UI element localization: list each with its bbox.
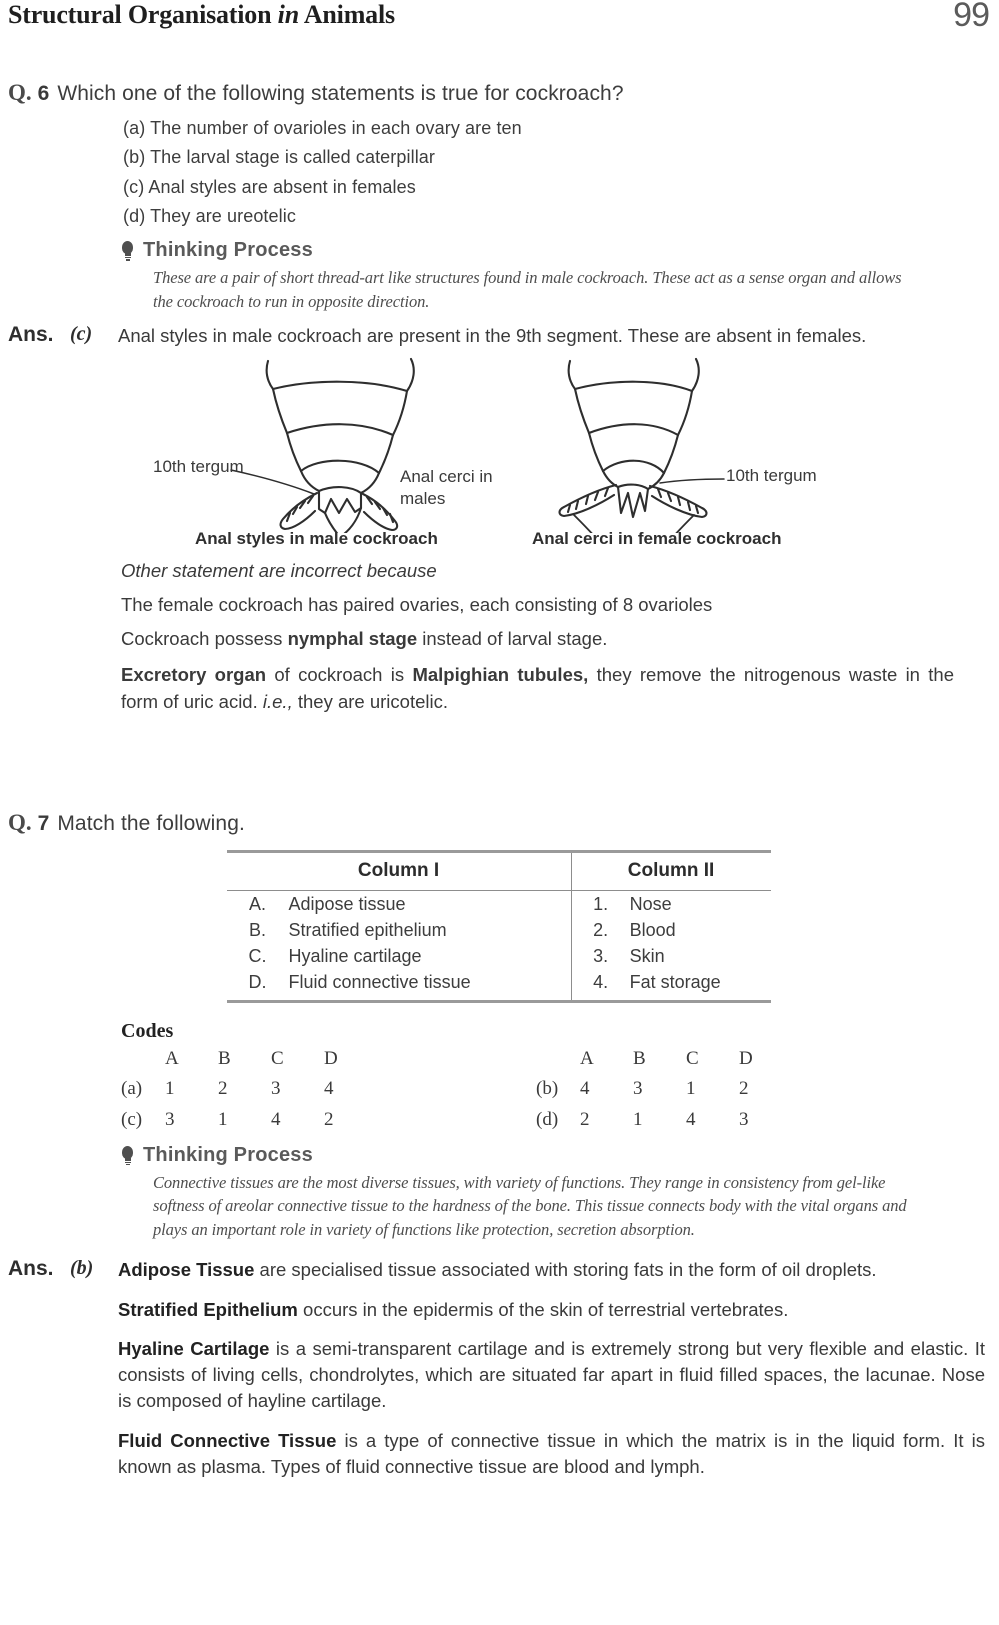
explanation-point-3 [121, 662, 954, 715]
codes-option-a-val-d: 4 [324, 1078, 334, 1099]
codes-header-c: C [686, 1047, 699, 1069]
point-2-pre: Cockroach possess [121, 628, 288, 650]
option-d[interactable]: (d) They are ureotelic [123, 205, 296, 226]
codes-option-c-val-d: 2 [324, 1108, 334, 1130]
thinking-process-title: Thinking Process [143, 239, 313, 262]
answer-key: (c) [70, 323, 93, 346]
codes-option-a-val-c: 3 [271, 1078, 281, 1099]
column-header-2: Column II [571, 853, 770, 891]
explanation-point-1: The female cockroach has paired ovaries, each consisting of 8 ovarioles [121, 594, 713, 616]
codes-header-b: B [218, 1047, 231, 1069]
table-header-row [227, 853, 771, 891]
col1-index: A. [248, 893, 266, 914]
col2-text: Blood [629, 919, 676, 940]
codes-option-c-val-b: 1 [218, 1108, 228, 1130]
codes-option-b[interactable] [536, 1075, 951, 1104]
option-c[interactable]: (c) Anal styles are absent in females [123, 176, 416, 197]
codes-option-b-val-c: 1 [686, 1078, 696, 1099]
codes-option-c-val-a: 3 [165, 1108, 175, 1130]
codes-option-a[interactable] [121, 1075, 536, 1104]
answer-7-para-2 [118, 1297, 985, 1323]
left-figure-cerci-label [400, 466, 493, 509]
col1-index: D. [248, 971, 267, 992]
thinking-process-title: Thinking Process [143, 1144, 313, 1166]
thinking-process-heading-q7 [121, 1144, 989, 1167]
left-figure-cerci-label-line1: Anal cerci in [400, 467, 493, 487]
col1-index: B. [248, 919, 266, 940]
question-label: Q. [8, 80, 32, 105]
answer-7-key: (b) [70, 1257, 94, 1280]
table-row [227, 943, 771, 969]
codes-option-a-val-b: 2 [218, 1078, 228, 1099]
column-header-1: Column I [227, 853, 572, 891]
answer-7-para-2-rest: occurs in the epidermis of the skin of terrestrial vertebrates. [297, 1298, 789, 1320]
col2-index: 2. [571, 917, 630, 943]
question-7-label: Q. [8, 810, 32, 835]
codes-header-a: A [580, 1047, 594, 1069]
table-row [227, 891, 771, 918]
col2-text: Fat storage [629, 971, 721, 992]
codes-header-a: A [165, 1047, 179, 1069]
col1-text: Hyaline cartilage [288, 945, 422, 966]
page-title [8, 0, 395, 30]
lightbulb-icon [121, 1146, 134, 1166]
codes-option-d-val-b: 1 [633, 1108, 643, 1130]
codes-option-d-val-d: 3 [739, 1108, 749, 1130]
explanation-point-2 [121, 628, 954, 650]
codes-option-d-tag: (d) [536, 1108, 559, 1130]
answer-7-para-3 [118, 1336, 985, 1415]
answer-7-para-3-rest: is a semi-transparent cartilage and is extremely strong but very flexible and elastic. It consists of living cells, chondrolytes, which are situated far apart in fluid filled spaces, the lacunae. Nose is composed of hayline cartilage. [118, 1337, 985, 1412]
codes-option-b-val-b: 3 [633, 1078, 643, 1099]
col2-index: 1. [571, 891, 630, 918]
question-7-number: 7 [37, 812, 50, 835]
left-figure-cerci-label-line2: males [400, 488, 446, 508]
question-6-block [8, 80, 989, 715]
codes-option-c-val-c: 4 [271, 1108, 281, 1130]
codes-section [121, 1020, 989, 1135]
answer-6-row [8, 323, 989, 349]
point-3-end: they are uricotelic. [292, 690, 448, 712]
answer-7-para-4-bold: Fluid Connective Tissue [118, 1429, 337, 1451]
codes-option-row-2 [121, 1106, 989, 1135]
question-7-block [8, 810, 989, 1480]
page-header [8, 0, 989, 40]
question-6-options [123, 114, 989, 231]
female-cockroach-diagram [528, 353, 848, 533]
codes-option-b-tag: (b) [536, 1078, 559, 1099]
match-the-following-table [227, 850, 771, 1010]
answer-7-body [118, 1257, 989, 1480]
col2-text: Skin [629, 945, 665, 966]
option-b[interactable]: (b) The larval stage is called caterpillar [123, 147, 436, 168]
codes-option-c-tag: (c) [121, 1108, 143, 1130]
left-figure-caption: Anal styles in male cockroach [195, 529, 438, 549]
codes-option-a-val-a: 1 [165, 1078, 175, 1099]
right-figure-caption: Anal cerci in female cockroach [532, 529, 782, 549]
table-row [227, 969, 771, 1001]
option-a[interactable]: (a) The number of ovarioles in each ovary are ten [123, 118, 522, 138]
point-3-italic: i.e., [262, 690, 293, 712]
codes-option-b-val-a: 4 [580, 1078, 590, 1099]
other-statements-heading: Other statement are incorrect because [121, 560, 437, 582]
page-number: 99 [953, 0, 989, 34]
answer-intro-text: Anal styles in male cockroach are present in the 9th segment. These are absent in females. [118, 325, 867, 347]
answer-7-para-1-rest: are specialised tissue associated with storing fats in the form of oil droplets. [254, 1259, 877, 1281]
answer-7-para-1 [118, 1257, 985, 1283]
answer-7-label: Ans. [8, 1257, 54, 1281]
point-2-post: instead of larval stage. [417, 628, 608, 650]
col1-text: Adipose tissue [288, 893, 406, 914]
lightbulb-icon [121, 241, 134, 261]
answer-label: Ans. [8, 323, 54, 347]
codes-header-b: B [633, 1047, 646, 1069]
right-figure-tergum-label: 10th tergum [726, 466, 817, 486]
codes-header-d: D [324, 1047, 338, 1069]
col1-index: C. [248, 945, 267, 966]
col1-text: Stratified epithelium [288, 919, 447, 940]
question-7-heading [8, 810, 989, 836]
left-figure-tergum-label: 10th tergum [153, 457, 244, 477]
codes-header-row [121, 1045, 989, 1074]
codes-option-d-val-c: 4 [686, 1108, 696, 1130]
point-3-bold-2: Malpighian tubules, [412, 664, 589, 686]
page-title-part2: Animals [303, 0, 395, 29]
col2-index: 3. [571, 943, 630, 969]
codes-option-c[interactable] [121, 1106, 536, 1135]
question-text: Which one of the following statements is true for cockroach? [57, 82, 624, 105]
answer-7-para-4-rest: is a type of connective tissue in which the matrix is in the liquid form. It is known as plasma. Types of fluid connective tissue are blood and lymph. [118, 1429, 985, 1477]
col2-index: 4. [571, 969, 630, 1001]
question-7-text: Match the following. [57, 812, 245, 835]
point-3-mid-1: of cockroach is [266, 664, 413, 686]
point-3-mid-2: they remove the nitrogenous waste in the form of uric acid. [121, 664, 955, 712]
page-title-part1: Structural Organisation [8, 0, 272, 29]
cockroach-figures [8, 353, 999, 558]
point-3-bold-1: Excretory organ [121, 664, 267, 686]
page-title-italic: in [277, 0, 299, 29]
answer-6-explanation [121, 560, 954, 715]
codes-option-d-val-a: 2 [580, 1108, 590, 1130]
col2-text: Nose [629, 893, 672, 914]
codes-option-d[interactable] [536, 1106, 951, 1135]
codes-option-b-val-d: 2 [739, 1078, 749, 1099]
table-row [227, 917, 771, 943]
question-number: 6 [37, 82, 50, 105]
answer-7-para-3-bold: Hyaline Cartilage [118, 1337, 270, 1359]
question-6-heading [8, 80, 989, 106]
thinking-process-heading-q6 [121, 239, 989, 262]
codes-header-d: D [739, 1047, 753, 1069]
codes-title: Codes [121, 1019, 174, 1042]
answer-7-row [8, 1257, 989, 1480]
answer-7-para-1-bold: Adipose Tissue [118, 1259, 255, 1281]
codes-header-c: C [271, 1047, 284, 1069]
point-2-bold: nymphal stage [287, 628, 418, 650]
thinking-process-body-q7: Connective tissues are the most diverse tissues, with variety of functions. They range in consistency from gel-like softness of areolar connective tissue to the hardness of the bone. This tissue connects body with the vital organs and plays an important role in variety of functions like protection, secretion absorption. [153, 1173, 907, 1239]
codes-option-row-1 [121, 1075, 989, 1104]
col1-text: Fluid connective tissue [288, 971, 471, 992]
thinking-process-body-q6: These are a pair of short thread-art like structures found in male cockroach. These act as a sense organ and allows the cockroach to run in opposite direction. [153, 268, 902, 311]
codes-option-a-tag: (a) [121, 1078, 143, 1099]
answer-7-para-4 [118, 1428, 985, 1481]
answer-7-para-2-bold: Stratified Epithelium [118, 1298, 298, 1320]
